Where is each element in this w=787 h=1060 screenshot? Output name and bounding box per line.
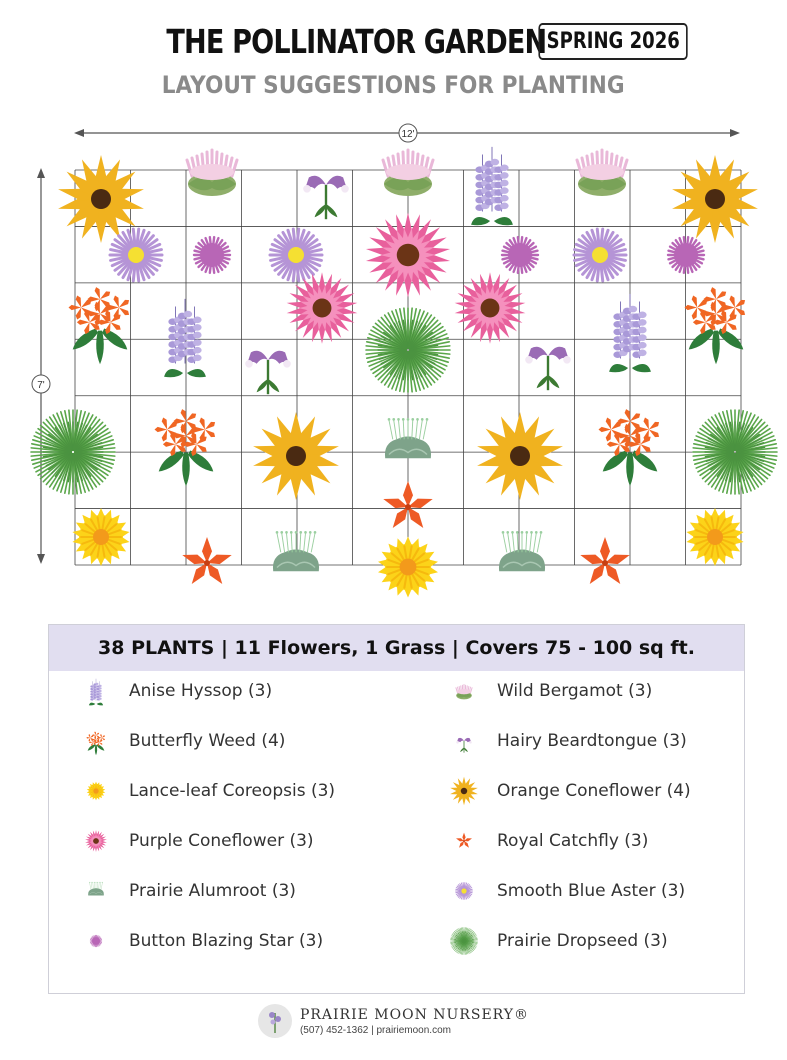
header: [0, 22, 787, 99]
legend-label: Wild Bergamot (3): [497, 681, 653, 701]
legend-item-butterfly-weed: [79, 726, 285, 756]
legend-label: Prairie Dropseed (3): [497, 931, 668, 951]
butterfly-weed-icon: [79, 726, 113, 756]
smooth-blue-aster-icon: [270, 229, 322, 281]
wild-bergamot-icon: [447, 676, 481, 706]
smooth-blue-aster-icon: [574, 229, 626, 281]
royal-catchfly-icon: [181, 537, 234, 587]
page-title: THE POLLINATOR GARDEN: [165, 22, 546, 61]
legend-item-purple-coneflower: [79, 826, 314, 856]
nursery-name: PRAIRIE MOON NURSERY®: [299, 1006, 530, 1023]
prairie-dropseed-icon: [31, 410, 115, 494]
legend-label: Lance-leaf Coreopsis (3): [129, 781, 336, 801]
height-dimension: [32, 168, 50, 564]
prairie-dropseed-icon: [447, 926, 481, 956]
lance-leaf-coreopsis-icon: [685, 507, 745, 566]
butterfly-weed-icon: [155, 408, 217, 486]
anise-hyssop-icon: [164, 299, 206, 377]
prairie-alumroot-icon: [79, 876, 113, 906]
title-row: [0, 22, 787, 61]
nursery-logo: [258, 1004, 292, 1038]
legend-label: Prairie Alumroot (3): [129, 881, 296, 901]
legend-item-lance-leaf-coreopsis: [79, 776, 335, 806]
lance-leaf-coreopsis-icon: [377, 536, 440, 598]
legend-item-anise-hyssop: [79, 676, 272, 706]
prairie-alumroot-icon: [385, 418, 431, 458]
button-blazing-star-icon: [79, 926, 113, 956]
orange-coneflower-icon: [476, 412, 564, 500]
royal-catchfly-icon: [447, 826, 481, 856]
lance-leaf-coreopsis-icon: [71, 507, 131, 566]
butterfly-weed-icon: [69, 286, 131, 364]
wild-bergamot-icon: [187, 150, 237, 196]
summary-header: 38 PLANTS | 11 Flowers, 1 Grass | Covers 75 - 100 sq ft.: [49, 625, 744, 671]
nursery-contact: (507) 452-1362 | prairiemoon.com: [299, 1024, 451, 1036]
legend-item-smooth-blue-aster: [447, 876, 685, 906]
hairy-beardtongue-icon: [447, 726, 481, 756]
legend-item-prairie-alumroot: [79, 876, 296, 906]
legend-label: Smooth Blue Aster (3): [497, 881, 686, 901]
smooth-blue-aster-icon: [447, 876, 481, 906]
butterfly-weed-icon: [685, 286, 747, 364]
button-blazing-star-icon: [668, 237, 704, 273]
legend-item-button-blazing-star: [79, 926, 323, 956]
purple-coneflower-icon: [365, 213, 451, 298]
royal-catchfly-icon: [579, 537, 632, 587]
wild-bergamot-icon: [383, 150, 433, 196]
wild-bergamot-icon: [577, 150, 627, 196]
prairie-alumroot-icon: [499, 531, 545, 571]
legend-item-royal-catchfly: [447, 826, 648, 856]
legend-item-wild-bergamot: [447, 676, 652, 706]
button-blazing-star-icon: [194, 237, 230, 273]
legend-label: Butterfly Weed (4): [129, 731, 286, 751]
width-dimension: [74, 124, 740, 142]
orange-coneflower-icon: [447, 776, 481, 806]
smooth-blue-aster-icon: [110, 229, 162, 281]
legend-label: Royal Catchfly (3): [497, 831, 649, 851]
width-label: 12': [401, 129, 415, 140]
footer-text: [300, 1007, 529, 1036]
legend-label: Anise Hyssop (3): [129, 681, 273, 701]
orange-coneflower-icon: [671, 155, 759, 243]
hairy-beardtongue-icon: [245, 351, 291, 395]
anise-hyssop-icon: [471, 147, 513, 225]
lance-leaf-coreopsis-icon: [79, 776, 113, 806]
legend-label: Button Blazing Star (3): [129, 931, 324, 951]
anise-hyssop-icon: [79, 676, 113, 706]
season-badge: SPRING 2026: [538, 23, 688, 60]
legend-label: Purple Coneflower (3): [129, 831, 314, 851]
prairie-alumroot-icon: [273, 531, 319, 571]
legend-label: Hairy Beardtongue (3): [497, 731, 687, 751]
legend-item-orange-coneflower: [447, 776, 691, 806]
height-label: 7': [37, 380, 45, 391]
orange-coneflower-icon: [252, 412, 340, 500]
hairy-beardtongue-icon: [525, 347, 571, 391]
page-subtitle: LAYOUT SUGGESTIONS FOR PLANTING: [162, 71, 625, 99]
plant-summary-box: [48, 624, 745, 994]
purple-coneflower-icon: [79, 826, 113, 856]
button-blazing-star-icon: [502, 237, 538, 273]
legend-label: Orange Coneflower (4): [497, 781, 691, 801]
legend-item-prairie-dropseed: [447, 926, 668, 956]
butterfly-weed-icon: [599, 408, 661, 486]
hairy-beardtongue-icon: [303, 176, 349, 220]
footer: [0, 1004, 787, 1038]
garden-layout: [0, 110, 787, 610]
legend-item-hairy-beardtongue: [447, 726, 687, 756]
